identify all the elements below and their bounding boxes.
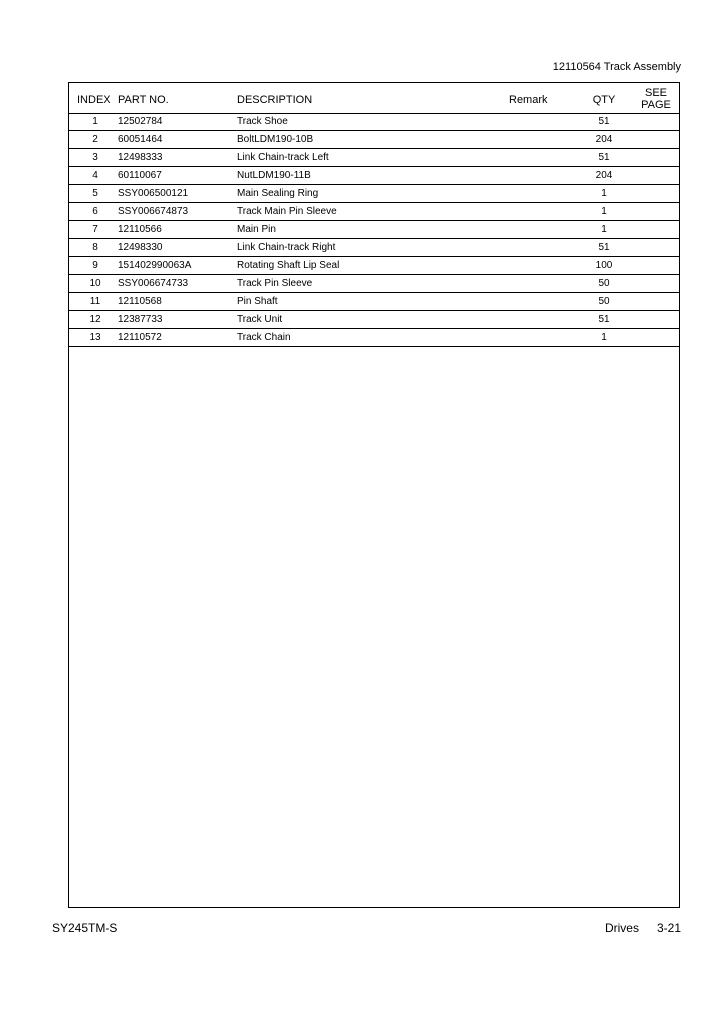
row-part-no: SSY006674733	[118, 278, 189, 289]
row-description: Track Unit	[237, 314, 283, 325]
footer-model: SY245TM-S	[52, 921, 118, 935]
row-part-no: 12498330	[118, 242, 163, 253]
row-part-no: SSY006500121	[118, 188, 189, 199]
row-description: BoltLDM190-10B	[237, 134, 314, 145]
row-part-no: 151402990063A	[118, 260, 192, 271]
table-header	[69, 83, 679, 114]
row-part-no: 12387733	[118, 314, 163, 325]
row-part-no: 12502784	[118, 116, 163, 127]
row-qty: 50	[598, 296, 610, 307]
row-index: 6	[92, 206, 98, 217]
row-description: Pin Shaft	[237, 296, 278, 307]
table-row	[69, 221, 679, 239]
row-qty: 204	[595, 134, 613, 145]
row-description: Track Main Pin Sleeve	[237, 206, 337, 217]
row-index: 11	[89, 296, 101, 307]
row-qty: 51	[598, 314, 610, 325]
row-index: 10	[89, 278, 101, 289]
row-index: 7	[92, 224, 98, 235]
column-header-remark: Remark	[509, 94, 548, 106]
row-index: 8	[92, 242, 98, 253]
row-part-no: 12110572	[118, 332, 162, 343]
column-header-see-page-line2: PAGE	[641, 99, 671, 111]
row-index: 4	[92, 170, 98, 181]
row-description: Main Sealing Ring	[237, 188, 319, 199]
row-part-no: 12110568	[118, 296, 162, 307]
table-row	[69, 185, 679, 203]
row-description: Track Pin Sleeve	[237, 278, 313, 289]
footer-page-number: 3-21	[656, 921, 681, 935]
row-index: 2	[92, 134, 98, 145]
row-qty: 1	[601, 188, 607, 199]
column-header-see-page	[636, 87, 676, 111]
table-row	[69, 149, 679, 167]
row-index: 5	[92, 188, 98, 199]
row-description: Track Chain	[237, 332, 291, 343]
row-part-no: 12498333	[118, 152, 163, 163]
row-description: Link Chain-track Right	[237, 242, 336, 253]
row-qty: 1	[601, 206, 607, 217]
table-row	[69, 275, 679, 293]
row-part-no: 12110566	[118, 224, 162, 235]
row-index: 13	[89, 332, 101, 343]
page-title: 12110564 Track Assembly	[552, 61, 681, 73]
row-qty: 51	[598, 152, 610, 163]
row-description: Track Shoe	[237, 116, 288, 127]
row-part-no: 60051464	[118, 134, 163, 145]
table-row	[69, 257, 679, 275]
row-index: 12	[89, 314, 101, 325]
table-row	[69, 239, 679, 257]
row-description: Link Chain-track Left	[237, 152, 329, 163]
row-qty: 51	[598, 116, 610, 127]
column-header-index: INDEX	[77, 94, 111, 106]
column-header-part-no: PART NO.	[118, 94, 169, 106]
table-body	[69, 113, 679, 347]
table-row	[69, 203, 679, 221]
footer-right	[605, 921, 681, 935]
row-part-no: 60110067	[118, 170, 162, 181]
column-header-see-page-line1: SEE	[644, 87, 667, 99]
parts-table-frame	[68, 82, 680, 908]
row-qty: 51	[598, 242, 610, 253]
row-part-no: SSY006674873	[118, 206, 189, 217]
row-description: NutLDM190-11B	[237, 170, 311, 181]
table-row	[69, 293, 679, 311]
table-row	[69, 167, 679, 185]
row-qty: 100	[595, 260, 613, 271]
row-qty: 50	[598, 278, 610, 289]
table-row	[69, 131, 679, 149]
table-row	[69, 113, 679, 131]
row-description: Rotating Shaft Lip Seal	[237, 260, 340, 271]
row-index: 3	[92, 152, 98, 163]
column-header-qty: QTY	[592, 94, 616, 106]
column-header-description: DESCRIPTION	[237, 94, 313, 106]
table-row	[69, 329, 679, 347]
footer-section: Drives	[604, 921, 639, 935]
row-index: 1	[92, 116, 98, 127]
row-index: 9	[92, 260, 98, 271]
row-qty: 1	[601, 332, 607, 343]
table-row	[69, 311, 679, 329]
row-qty: 1	[601, 224, 607, 235]
row-qty: 204	[595, 170, 613, 181]
row-description: Main Pin	[237, 224, 276, 235]
